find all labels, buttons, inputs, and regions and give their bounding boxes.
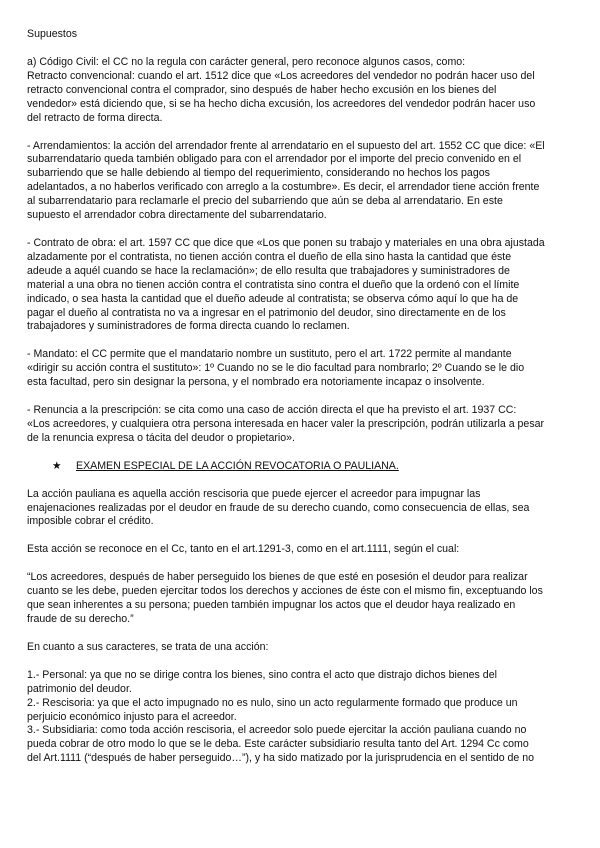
text-line: «dirigir su acción contra el sustituto»: 1º Cuando no se le dio facultad para nombrarlo; 2º Cuando se le dio — [27, 362, 525, 375]
text-line: vendedor» está diciendo que, si se ha hecho dicha excusión, los acreedores del vendedor podrán hacer uso — [27, 97, 536, 110]
text-line: - Arrendamientos: la acción del arrendador frente al arrendatario en el supuesto del art. 1552 CC que dice: «El — [27, 139, 545, 152]
text-line: trabajadores y suministradores de forma directa cuando lo reclamen. — [27, 320, 350, 333]
text-line: subarrendatario queda también obligado para con el arrendador por el importe del precio convenido en el — [27, 153, 522, 166]
paragraph-caracteres-intro — [27, 641, 580, 655]
text-line: cuanto se les debe, pueden ejercitar todos los derechos y acciones de éste con el mismo fin, exceptuando los — [27, 585, 543, 598]
paragraph-cita-art-1111 — [27, 571, 580, 627]
text-line: al subarrendatario para reclamarle el precio del subarriendo que aún se deba al arrendatario. En este — [27, 195, 503, 208]
text-line: adeude a aquél cuando se hace la reclamación»; de ello resulta que trabajadores y suministradores de — [27, 264, 510, 277]
list-item: del Art.1111 (“después de haber perseguido…”), y ha sido matizado por la jurisprudencia en el sentido de no — [27, 752, 535, 765]
text-line: “Los acreedores, después de haber perseguido los bienes de que esté en posesión el deudor para realizar — [27, 571, 528, 584]
text-line: supuesto el arrendador cobra directamente del subarrendatario. — [27, 209, 327, 222]
list-item: 1.- Personal: ya que no se dirige contra los bienes, sino contra el acto que distrajo dichos bienes del — [27, 668, 497, 681]
paragraph-definicion-pauliana — [27, 488, 580, 530]
text-line: que sean inherentes a su persona; pueden también impugnar los actos que el deudor haya realizado en — [27, 599, 516, 612]
text-line: - Contrato de obra: el art. 1597 CC que dice que «Los que ponen su trabajo y materiales en una obra ajustada — [27, 236, 545, 249]
star-icon: ★ — [52, 459, 62, 472]
text-line: indicado, o sea hasta la cantidad que el dueño adeude al contratista; se observa cómo aquí lo que ha de — [27, 292, 519, 305]
characteristics-list — [27, 669, 580, 766]
text-line: material a una obra no tienen acción contra el contratista sino contra el dueño que la ordenó con el límite — [27, 278, 520, 291]
text-line: La acción pauliana es aquella acción rescisoria que puede ejercer el acreedor para impugnar las — [27, 487, 481, 500]
list-item: perjuicio económico injusto para el acreedor. — [27, 710, 237, 723]
text-line: pagar el dueño al contratista no va a ingresar en el patrimonio del deudor, sino directamente en de los — [27, 306, 506, 319]
list-item: 2.- Rescisoria: ya que el acto impugnado no es nulo, sino un acto regularmente formado que produce un — [27, 696, 518, 709]
paragraph-arrendamientos — [27, 140, 580, 223]
section-heading — [52, 460, 580, 474]
section-heading-text: EXAMEN ESPECIAL DE LA ACCIÓN REVOCATORIA O PAULIANA. — [76, 459, 399, 472]
text-line: esta facultad, pero sin designar la persona, y el nombrado era notoriamente incapaz o insolvente. — [27, 376, 485, 389]
text-line: adelantados, a no haberlos verificado con arreglo a la costumbre». Es decir, el arrendador tiene acción frente — [27, 181, 540, 194]
document-body — [27, 56, 580, 766]
text-line: enajenaciones realizadas por el deudor en fraude de su derecho cuando, como consecuencia de ellas, sea — [27, 501, 530, 514]
text-line: Esta acción se reconoce en el Cc, tanto en el art.1291-3, como en el art.1111, según el cual: — [27, 543, 460, 556]
text-line: fraude de su derecho.” — [27, 613, 134, 625]
list-item: patrimonio del deudor. — [27, 682, 132, 695]
paragraph-reconocimiento — [27, 543, 580, 557]
text-line: alzadamente por el contratista, no tienen acción contra el dueño de ella sino hasta la cantidad que éste — [27, 250, 512, 263]
paragraph-contrato-de-obra — [27, 237, 580, 334]
text-line: - Mandato: el CC permite que el mandatario nombre un sustituto, pero el art. 1722 permite al mandante — [27, 348, 512, 361]
text-line: de la renuncia expresa o tácita del deudor o propietario». — [27, 431, 295, 444]
text-line: subarriendo que se halle debiendo al tiempo del requerimiento, considerando no hechos los pagos — [27, 167, 490, 180]
text-line: «Los acreedores, y cualquiera otra persona interesada en hacer valer la prescripción, podrán utilizarla a pesar — [27, 417, 545, 430]
page-title: Supuestos — [27, 28, 78, 40]
list-item: 3.- Subsidiaria: como toda acción rescisoria, el acreedor solo puede ejercitar la acción pauliana cuando no — [27, 724, 527, 737]
text-line: imposible cobrar el crédito. — [27, 515, 154, 528]
text-line: del retracto de forma directa. — [27, 111, 163, 124]
text-line: En cuanto a sus caracteres, se trata de una acción: — [27, 640, 269, 653]
text-line: a) Código Civil: el CC no la regula con carácter general, pero reconoce algunos casos, como: — [27, 56, 466, 68]
text-line: Retracto convencional: cuando el art. 1512 dice que «Los acreedores del vendedor no podrán hacer uso del — [27, 69, 535, 82]
paragraph-mandato — [27, 348, 580, 390]
text-line: - Renuncia a la prescripción: se cita como una caso de acción directa el que ha previsto el art. 1937 CC: — [27, 404, 517, 417]
paragraph-codigo-civil — [27, 56, 580, 126]
paragraph-renuncia-prescripcion — [27, 404, 580, 446]
text-line: retracto convencional contra el comprador, sino después de haber hecho excusión en los bienes del — [27, 83, 497, 96]
list-item: pueda cobrar de otro modo lo que se le deba. Este carácter subsidiario resulta tanto del Art. 1294 Cc como — [27, 738, 529, 751]
